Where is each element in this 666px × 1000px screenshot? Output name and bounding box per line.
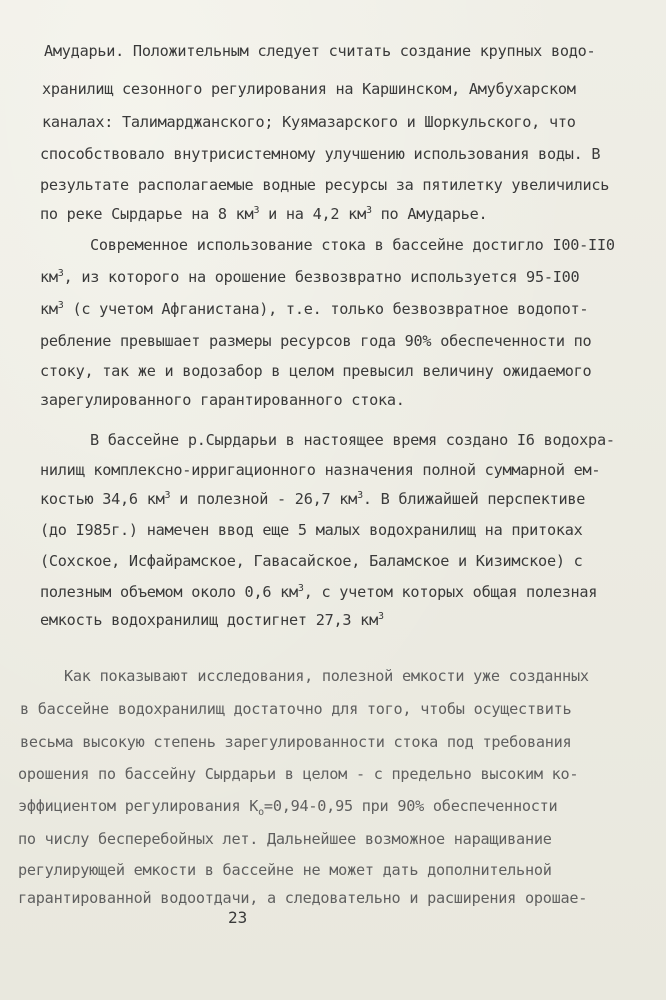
text-line: (до I985г.) намечен ввод еще 5 малых водохранилищ на притоках [40, 521, 583, 539]
text-line: $км^3$ (с учетом Афганистана), т.е. только безвозвратное водопот- [40, 300, 589, 318]
text-line: $км^3$, из которого на орошение безвозвратно используется 95-I00 [40, 268, 580, 286]
text-line: способствовало внутрисистемному улучшению использования воды. В [40, 145, 601, 163]
text-line: каналах: Талимарджанского; Куямазарского и Шоркульского, что [42, 113, 576, 131]
text-line: по числу бесперебойных лет. Дальнейшее возможное наращивание [18, 830, 552, 848]
text-line: орошения по бассейну Сырдарьи в целом - с предельно высоким ко- [18, 765, 579, 783]
text-line: гарантированной водоотдачи, а следовательно и расширения орошае- [18, 889, 588, 907]
text-line: емкость водохранилищ достигнет 27,3 $км^3$ [40, 611, 384, 629]
text-line: в бассейне водохранилищ достаточно для того, чтобы осуществить [20, 700, 572, 718]
text-line: эффициентом регулирования $К_о=0,94-0,95$ при 90% обеспеченности [18, 797, 558, 819]
text-line: весьма высокую степень зарегулированности стока под требования [20, 733, 572, 751]
text-line: ребление превышает размеры ресурсов года 90% обеспеченности по [40, 332, 592, 350]
text-line: полезным объемом около 0,6 $км^3$, с учетом которых общая полезная [40, 583, 598, 601]
text-line: по реке Сырдарье на 8 $км^3$ и на 4,2 $км^3$ по Амударье. [40, 205, 488, 223]
text-line: результате располагаемые водные ресурсы за пятилетку увеличились [40, 176, 610, 194]
text-line: регулирующей емкости в бассейне не может дать дополнительной [18, 861, 552, 879]
text-line: костью 34,6 $км^3$ и полезной - 26,7 $км^3$. В ближайшей перспективе [40, 490, 586, 508]
text-line: В бассейне р.Сырдарьи в настоящее время создано I6 водохра- [90, 431, 615, 449]
text-line: Как показывают исследования, полезной емкости уже созданных [64, 667, 589, 685]
page-number: 23 [228, 908, 248, 927]
text-line: Амударьи. Положительным следует считать создание крупных водо- [44, 42, 596, 60]
text-line: хранилищ сезонного регулирования на Каршинском, Амубухарском [42, 80, 576, 98]
text-line: зарегулированного гарантированного стока. [40, 391, 405, 409]
text-line: стоку, так же и водозабор в целом превысил величину ожидаемого [40, 362, 592, 380]
text-line: (Сохское, Исфайрамское, Гавасайское, Баламское и Кизимское) с [40, 552, 583, 570]
text-line: Современное использование стока в бассейне достигло I00-II0 [90, 236, 615, 254]
text-line: нилищ комплексно-ирригационного назначения полной суммарной ем- [40, 461, 601, 479]
